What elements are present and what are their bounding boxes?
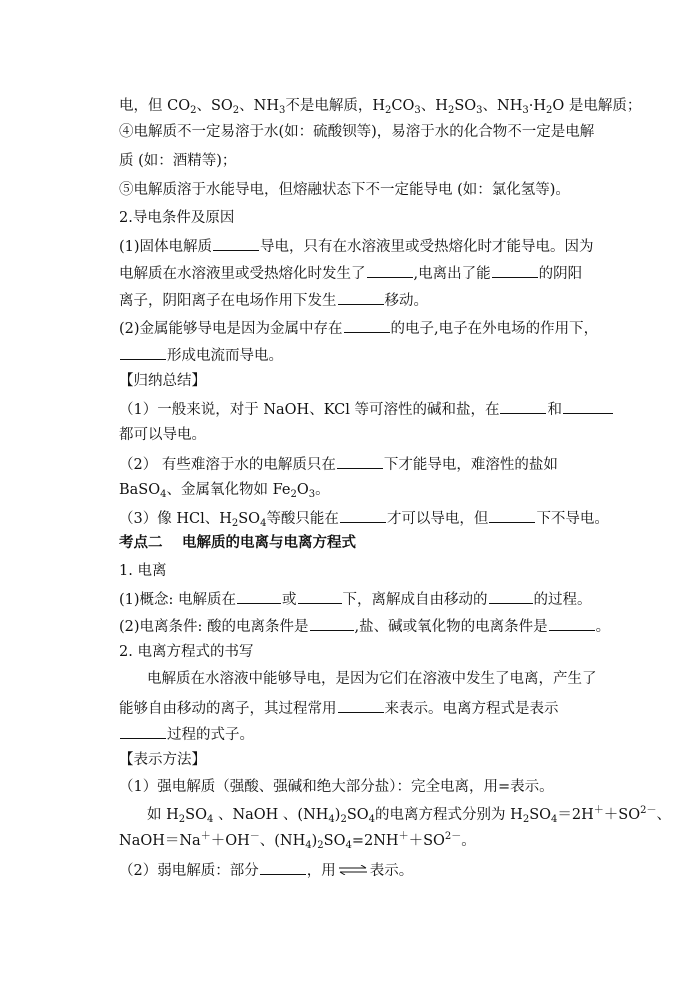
subsection-heading: 1. 电离 [119,563,167,579]
line-8: 离子，阴阳离子在电场作用下发生 移动。 [119,290,586,308]
answer-blank[interactable] [367,263,413,278]
line-15: BaSO$_4$、金属氧化物如 $Fe_2O_3$。 [119,482,330,500]
line-3: 质 (如：酒精等)； [119,153,237,169]
line-29: （2）弱电解质：部分 ，用 表示。 [119,860,586,878]
reversible-arrow-icon [338,862,368,880]
answer-blank[interactable] [310,616,354,631]
answer-blank[interactable] [500,399,546,414]
answer-blank[interactable] [337,454,383,469]
answer-blank[interactable] [260,860,306,875]
line-28: NaOH＝Na＋＋OH－、$(NH_4)_2SO_4=2NH^++SO^{2-}$。 [119,831,476,851]
answer-blank[interactable] [489,589,533,604]
topic-heading: 考点二 电解质的电离与电离方程式 [119,534,357,551]
answer-blank[interactable] [298,589,342,604]
answer-blank[interactable] [549,616,595,631]
line-16: （3）像 HCl、$H_2SO_4$等酸只能在 才可以导电，但 下不导电。 [119,508,586,526]
answer-blank[interactable] [213,236,259,251]
line-4: ⑤电解质溶于水能导电，但熔融状态下不一定能导电 (如：氯化氢等)。 [119,182,570,198]
line-2: ④电解质不一定易溶于水(如：硫酸钡等)，易溶于水的化合物不一定是电解 [119,124,595,140]
answer-blank[interactable] [120,345,166,360]
answer-blank[interactable] [338,698,384,713]
answer-blank[interactable] [563,399,613,414]
line-13: 都可以导电。 [119,427,206,443]
answer-blank[interactable] [344,318,390,333]
line-6: (1)固体电解质 导电，只有在水溶液里或受热熔化时才能导电。因为 [119,236,586,254]
answer-blank[interactable] [340,508,386,523]
line-1: 电，但 $CO_2$、$SO_2$、$NH_3$不是电解质，$H_2CO_3$、$H_2SO_3$、$NH_3\cdot H_2O$ 是电解质； [119,98,642,116]
line-14: （2） 有些难溶于水的电解质只在 下才能导电，难溶性的盐如 [119,454,586,472]
line-19: (1)概念: 电解质在 或 下，离解成自由移动的 的过程。 [119,589,586,607]
line-22: 电解质在水溶液中能够导电，是因为它们在溶液中发生了电离，产生了 [147,671,597,687]
line-10: 形成电流而导电。 [119,345,586,363]
section-heading: 2.导电条件及原因 [119,210,235,226]
line-7: 电解质在水溶液里或受热熔化时发生了 ,电离出了能 的阴阳 [119,263,586,281]
answer-blank[interactable] [492,263,538,278]
line-20: (2)电离条件: 酸的电离条件是 ,盐、碱或氧化物的电离条件是 。 [119,616,586,634]
answer-blank[interactable] [489,508,535,523]
subsection-heading-2: 2. 电离方程式的书写 [119,644,254,660]
summary-heading: 【归纳总结】 [119,373,206,389]
line-24: 过程的式子。 [119,724,586,742]
line-27: 如 $H_2SO_4$ 、NaOH 、$(NH_4)_2SO_4$的电离方程式分别为 $H_2SO_4=2H^++SO^{2-}$、 [147,805,671,825]
answer-blank[interactable] [120,724,166,739]
answer-blank[interactable] [237,589,281,604]
line-12: （1）一般来说，对于 NaOH、KCl 等可溶性的碱和盐，在 和 [119,399,586,417]
answer-blank[interactable] [338,290,384,305]
line-26: （1）强电解质（强酸、强碱和绝大部分盐）：完全电离，用=表示。 [119,779,554,795]
method-heading: 【表示方法】 [119,752,206,768]
line-9: (2)金属能够导电是因为金属中存在 的电子,电子在外电场的作用下， [119,318,586,336]
line-23: 能够自由移动的离子，其过程常用 来表示。电离方程式是表示 [119,698,586,716]
